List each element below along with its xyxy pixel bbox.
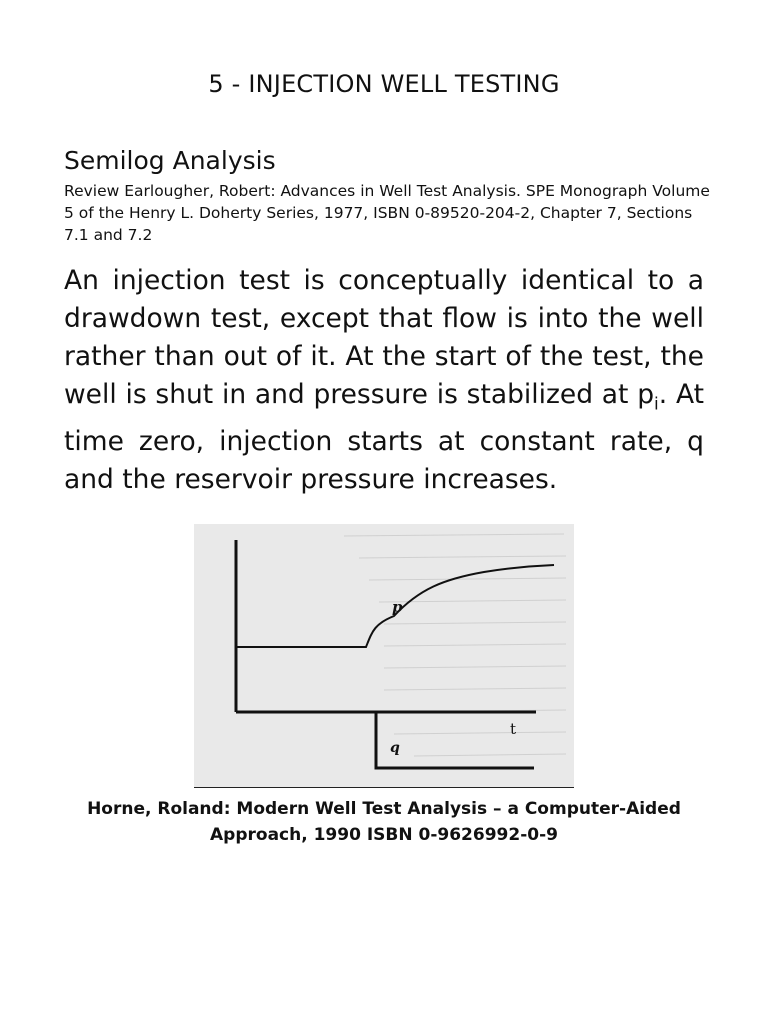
reference-text: Review Earlougher, Robert: Advances in Well Test Analysis. SPE Monograph Volume 5 of the Henry L. Doherty Series, 1977, ISBN 0-89520-204-2, Chapter 7, Sections 7.1 and 7.2: [64, 182, 710, 244]
injection-test-diagram: [194, 524, 574, 788]
caption-line-1: Horne, Roland: Modern Well Test Analysis – a Computer-Aided: [87, 799, 681, 819]
figure-rule: [194, 787, 574, 788]
body-paragraph-part1: An injection test is conceptually identical to a drawdown test, except that flow is into the well rather than out of it. At the start of the test, the well is shut in and pressure is stabilized at p: [64, 265, 704, 410]
body-paragraph-part2: . At time zero, injection starts at constant rate, q and the reservoir pressure increases.: [64, 379, 704, 496]
figure-caption: [40, 796, 728, 848]
injection-test-figure: [194, 524, 574, 788]
figure-background: [194, 524, 574, 788]
page-title: 5 - INJECTION WELL TESTING: [208, 70, 560, 98]
body-paragraph: [64, 262, 704, 499]
caption-line-2: Approach, 1990 ISBN 0-9626992-0-9: [210, 825, 558, 845]
section-subtitle: Semilog Analysis: [64, 146, 276, 175]
time-label: t: [510, 720, 517, 738]
rate-label: q: [390, 740, 400, 756]
pressure-subscript: i: [654, 394, 659, 415]
pressure-label: p: [392, 598, 403, 616]
